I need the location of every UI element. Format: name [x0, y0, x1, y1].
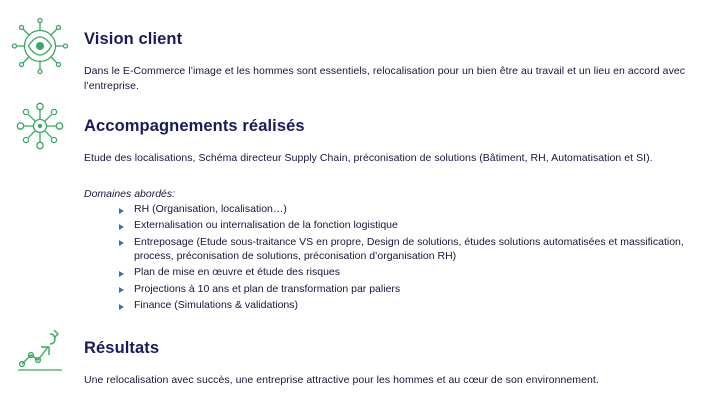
- vision-body-text: Dans le E-Commerce l’image et les hommes sont essentiels, relocalisation pour un bien être au travail et un lieu en accord avec l’entreprise.: [84, 65, 686, 93]
- slide-content: [84, 0, 714, 406]
- list-item: Plan de mise en œuvre et étude des risques: [116, 266, 702, 280]
- list-item: Externalisation ou internalisation de la fonction logistique: [116, 219, 702, 233]
- page-title-accompagnements: Accompagnements réalisés: [84, 117, 305, 135]
- domaines-abordes-label: Domaines abordés:: [84, 188, 176, 200]
- page-title-vision: Vision client: [84, 30, 183, 48]
- accompagnements-body-text: Etude des localisations, Schéma directeur Supply Chain, préconisation de solutions (Bâtiment, RH, Automatisation et SI).: [84, 152, 653, 164]
- page-title-resultats: Résultats: [84, 339, 160, 357]
- list-item: Finance (Simulations & validations): [116, 299, 702, 313]
- domaines-list: [116, 203, 702, 316]
- resultats-body-text: Une relocalisation avec succès, une entreprise attractive pour les hommes et au cœur de son environnement.: [84, 374, 599, 386]
- growth-arrow-icon: [10, 320, 70, 380]
- network-nodes-icon: [10, 96, 70, 156]
- eye-target-icon: [10, 16, 70, 76]
- list-item: Entreposage (Etude sous-traitance VS en propre, Design de solutions, études solutions automatisées et massification, process, préconisation de solutions, préconisation d’organisation RH): [116, 236, 702, 264]
- list-item: RH (Organisation, localisation…): [116, 203, 702, 217]
- icon-column: [0, 0, 84, 406]
- list-item: Projections à 10 ans et plan de transformation par paliers: [116, 283, 702, 297]
